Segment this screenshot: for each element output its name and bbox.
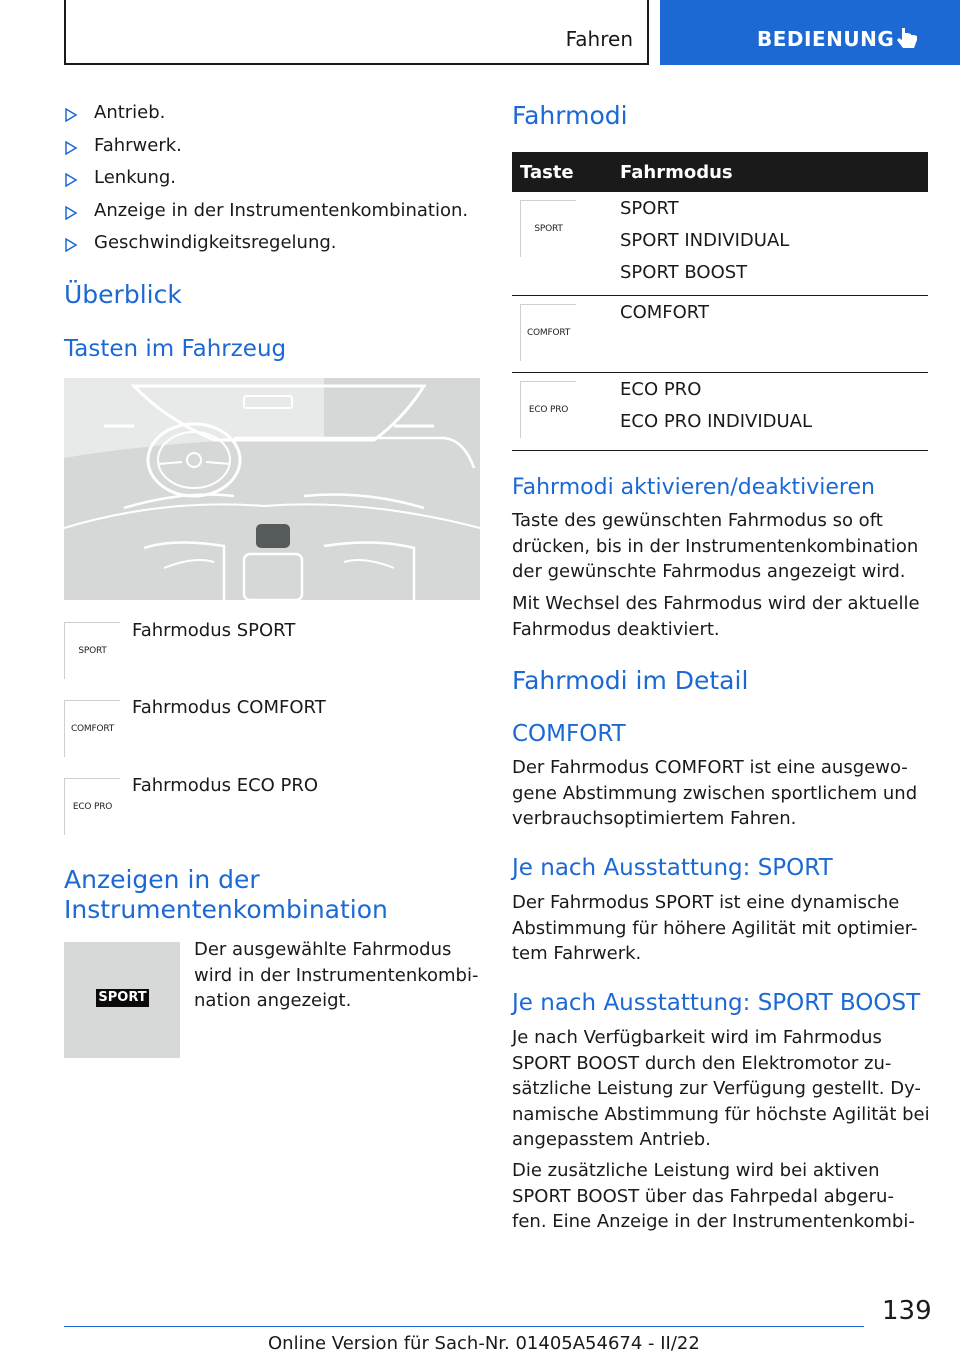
key-label-eco-pro: Fahrmodus ECO PRO [132, 775, 319, 796]
list-item: Lenkung. [64, 167, 484, 200]
modes-heading: Fahrmodi [512, 101, 628, 130]
detail-heading: Fahrmodi im Detail [512, 666, 749, 695]
sport-key-thumb: SPORT [64, 622, 120, 679]
comfort-key-thumb: COMFORT [64, 700, 120, 757]
triangle-bullet-icon [64, 173, 78, 187]
table-eco-pro-thumb: ECO PRO [520, 381, 576, 438]
list-item: Fahrwerk. [64, 135, 484, 168]
page-number: 139 [882, 1296, 932, 1326]
sport-heading: Je nach Ausstattung: SPORT [512, 855, 833, 881]
activate-paragraph-1: Taste des gewünschten Fahrmodus so oft drücken, bis in der Instrumentenkombination der gewünschte Fahrmodus angezeigt wird. [512, 510, 919, 582]
modes-table-header [512, 152, 928, 192]
eco-pro-key-thumb: ECO PRO [64, 778, 120, 835]
comfort-heading: COMFORT [512, 721, 626, 747]
list-item: Geschwindigkeitsregelung. [64, 232, 484, 265]
triangle-bullet-icon [64, 141, 78, 155]
footer-divider [64, 1326, 864, 1327]
section-title: Fahren [565, 27, 633, 51]
comfort-paragraph: Der Fahrmodus COMFORT ist eine ausgewo- gene Abstimmung zwischen sportlichem und verbrauchsoptimiertem Fahren. [512, 757, 918, 829]
cluster-sport-badge: SPORT [96, 989, 149, 1007]
table-mode-sport-individual: SPORT INDIVIDUAL [620, 230, 790, 251]
table-mode-sport-boost: SPORT BOOST [620, 262, 748, 283]
hand-pointer-icon [896, 26, 922, 52]
activate-heading: Fahrmodi aktivieren/deaktivieren [512, 475, 875, 500]
sport-boost-paragraph-2: Die zusätzliche Leistung wird bei aktiven SPORT BOOST über das Fahrpedal abgeru- fen. Eine Anzeige in der Instrumentenkombi- [512, 1160, 915, 1232]
list-item: Anzeige in der Instrumentenkombination. [64, 200, 484, 233]
display-text: Der ausgewählte Fahrmodus wird in der Instrumentenkombi- nation angezeigt. [194, 939, 479, 1011]
key-label-sport: Fahrmodus SPORT [132, 620, 296, 641]
triangle-bullet-icon [64, 108, 78, 122]
footer-text: Online Version für Sach-Nr. 01405A54674 - II/22 [268, 1333, 700, 1354]
triangle-bullet-icon [64, 238, 78, 252]
list-item: Antrieb. [64, 102, 484, 135]
activate-paragraph-2: Mit Wechsel des Fahrmodus wird der aktuelle Fahrmodus deaktiviert. [512, 593, 920, 640]
table-sport-thumb: SPORT [520, 200, 576, 257]
display-heading-line1: Anzeigen in der [64, 865, 260, 894]
header-tab-label: BEDIENUNG [757, 27, 895, 51]
overview-heading: Überblick [64, 280, 182, 309]
table-mode-eco-pro-individual: ECO PRO INDIVIDUAL [620, 411, 813, 432]
header-tab[interactable] [660, 0, 960, 65]
display-heading-line2: Instrumentenkombination [64, 895, 388, 924]
table-mode-comfort: COMFORT [620, 302, 709, 323]
header-section-box [64, 0, 649, 65]
table-divider [512, 450, 928, 451]
table-divider [512, 372, 928, 373]
buttons-heading: Tasten im Fahrzeug [64, 336, 287, 362]
triangle-bullet-icon [64, 206, 78, 220]
dashboard-illustration [64, 378, 480, 600]
key-label-comfort: Fahrmodus COMFORT [132, 697, 326, 718]
table-mode-eco-pro: ECO PRO [620, 379, 702, 400]
table-comfort-thumb: COMFORT [520, 304, 576, 361]
table-header-taste: Taste [520, 162, 574, 183]
table-mode-sport: SPORT [620, 198, 679, 219]
table-divider [512, 295, 928, 296]
sport-boost-paragraph-1: Je nach Verfügbarkeit wird im Fahrmodus SPORT BOOST durch den Elektromotor zu- sätzliche Leistung zur Verfügung gestellt. Dy- namische Abstimmung für höchste Agilität bei angepasstem Antrieb. [512, 1027, 930, 1150]
sport-boost-heading: Je nach Ausstattung: SPORT BOOST [512, 990, 921, 1016]
instrument-cluster-image [64, 942, 180, 1058]
bullet-list [64, 102, 484, 265]
sport-paragraph: Der Fahrmodus SPORT ist eine dynamische Abstimmung für höhere Agilität mit optimier- tem Fahrwerk. [512, 892, 918, 964]
table-header-fahrmodus: Fahrmodus [620, 162, 733, 183]
